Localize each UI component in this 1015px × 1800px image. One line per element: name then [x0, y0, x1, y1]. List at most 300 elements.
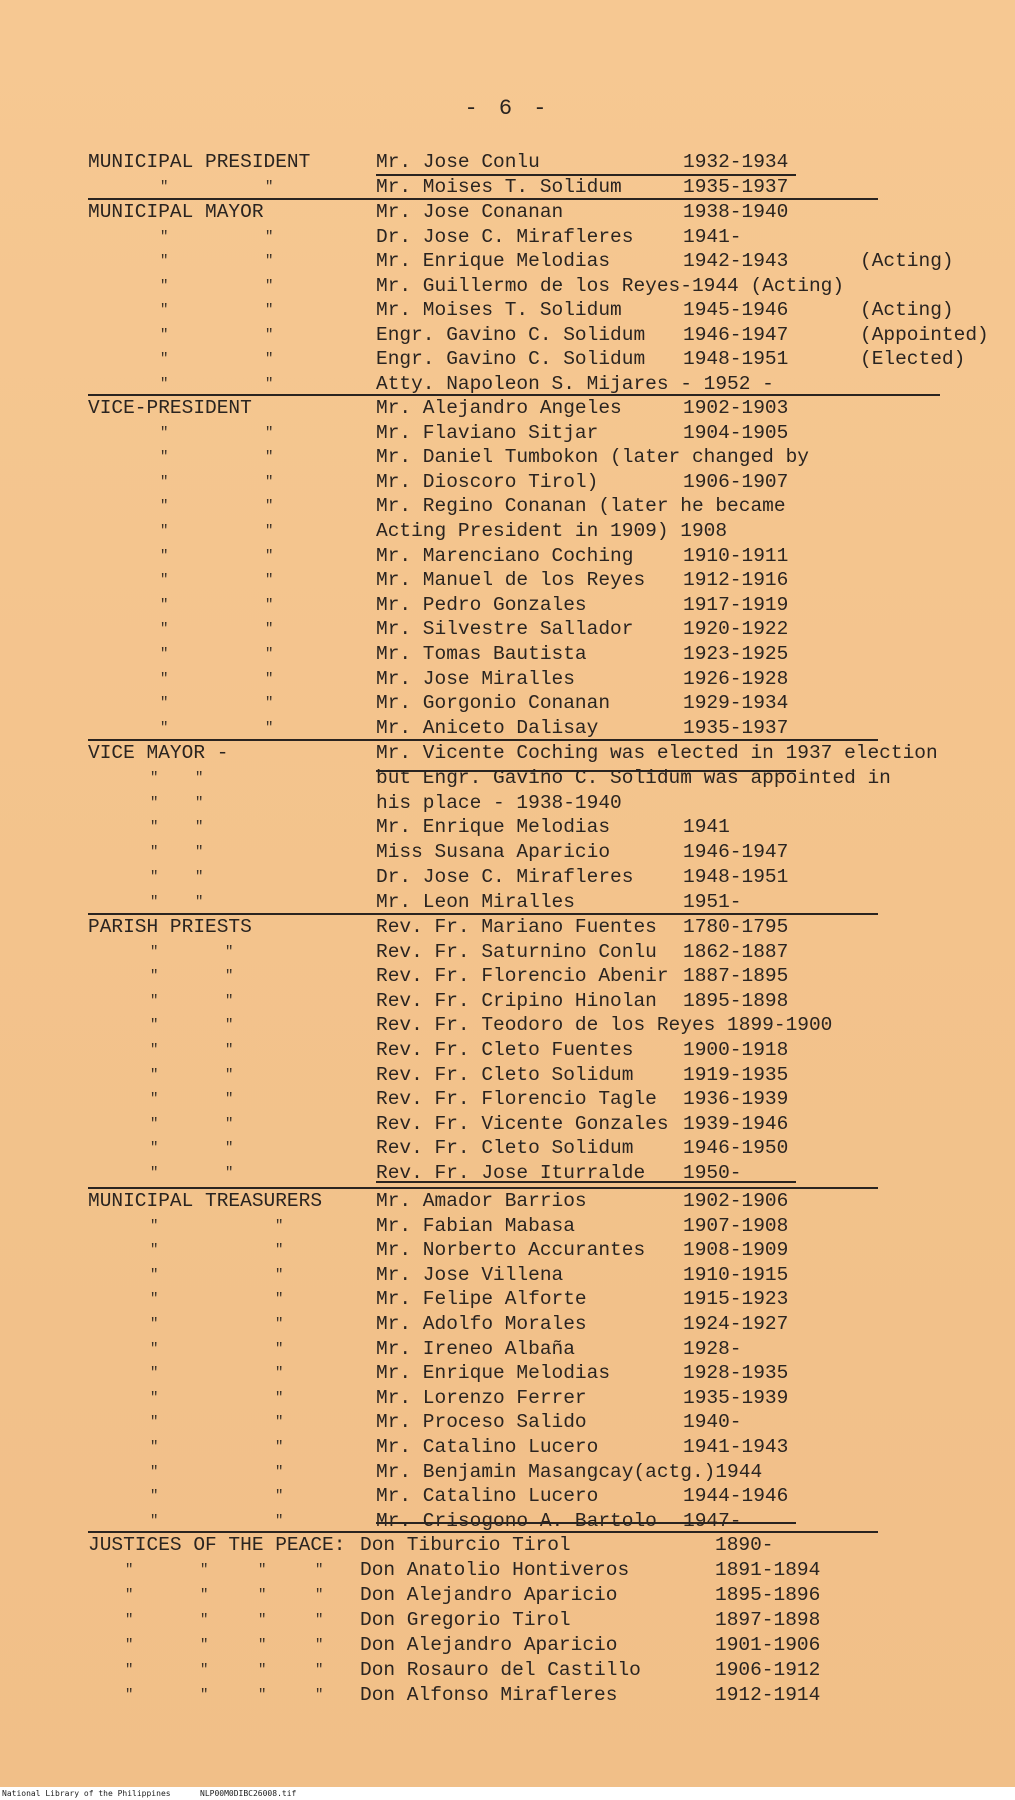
entry-row	[0, 964, 1015, 989]
ditto-mark: "	[265, 670, 274, 687]
section-divider	[88, 394, 940, 396]
ditto-mark: "	[315, 1637, 324, 1653]
ditto-mark: "	[275, 1512, 284, 1529]
ditto-mark: "	[258, 1662, 267, 1678]
ditto-mark: "	[125, 1637, 134, 1653]
ditto-mark: "	[200, 1637, 209, 1653]
ditto-mark: "	[160, 596, 169, 613]
official-name: Don Alejandro Aparicio	[360, 1584, 618, 1606]
term-years: 1928-	[683, 1337, 742, 1360]
entry-row	[0, 1386, 1015, 1411]
ditto-mark: "	[258, 1587, 267, 1603]
term-years: 1939-1946	[683, 1112, 789, 1135]
entry-underline	[376, 770, 796, 772]
section-divider	[88, 198, 878, 200]
official-name: Don Gregorio Tirol	[360, 1609, 571, 1631]
ditto-mark: "	[225, 1042, 234, 1058]
term-years: 1940-	[683, 1411, 742, 1434]
term-years: 1910-1911	[683, 544, 789, 567]
footer-source: National Library of the Philippines	[2, 1789, 171, 1798]
ditto-mark: "	[160, 424, 169, 441]
ditto-mark: "	[150, 769, 159, 786]
official-name: Acting President in 1909) 1908	[376, 520, 728, 542]
section-divider	[88, 1187, 878, 1189]
ditto-mark: "	[160, 670, 169, 687]
ditto-mark: "	[150, 1140, 159, 1157]
entry-row	[0, 840, 1015, 865]
ditto-mark: "	[150, 1066, 159, 1083]
entry-row	[0, 200, 1015, 225]
official-name: Mr. Marenciano Coching	[376, 544, 634, 567]
entry-underline	[376, 1181, 796, 1183]
entry-row	[0, 716, 1015, 741]
official-name: Mr. Jose Conanan	[376, 201, 564, 223]
official-name: Mr. Norberto Accurantes	[376, 1239, 646, 1262]
term-years: 1929-1934	[683, 692, 789, 715]
term-years: 1932-1934	[683, 151, 789, 173]
entry-row	[0, 1558, 1015, 1583]
entry-text: Atty. Napoleon S. Mijares - 1952 -	[376, 372, 774, 395]
entry-row	[0, 249, 1015, 274]
ditto-mark: "	[258, 1637, 267, 1653]
ditto-mark: "	[258, 1687, 267, 1703]
official-name: Mr. Moises T. Solidum	[376, 176, 622, 198]
entry-row	[0, 1608, 1015, 1633]
entry-row	[0, 519, 1015, 544]
entry-row	[0, 1214, 1015, 1239]
entry-row	[0, 1460, 1015, 1485]
section-divider	[88, 739, 878, 741]
ditto-mark: "	[125, 1587, 134, 1603]
official-name: Rev. Fr. Cleto Solidum	[376, 1137, 634, 1160]
term-years: 1945-1946	[683, 299, 789, 321]
entry-row	[0, 1658, 1015, 1683]
entry-row	[0, 915, 1015, 940]
ditto-mark: "	[160, 719, 169, 736]
ditto-mark: "	[150, 1512, 159, 1529]
official-name: Rev. Fr. Florencio Abenir	[376, 965, 669, 988]
ditto-mark: "	[150, 1266, 159, 1283]
term-years: 1902-1906	[683, 1190, 789, 1212]
ditto-mark: "	[150, 1365, 159, 1382]
official-name: Mr. Catalino Lucero	[376, 1485, 599, 1508]
entry-row	[0, 1683, 1015, 1708]
ditto-mark: "	[150, 1389, 159, 1406]
official-name: Mr. Alejandro Angeles	[376, 397, 622, 419]
ditto-mark: "	[265, 473, 274, 490]
ditto-mark: "	[195, 869, 204, 885]
term-years: 1862-1887	[683, 940, 789, 963]
ditto-mark: "	[315, 1612, 324, 1628]
entry-row	[0, 1038, 1015, 1063]
page-number: - 6 -	[464, 96, 551, 121]
ditto-mark: "	[195, 893, 204, 910]
ditto-mark: "	[265, 326, 274, 343]
entry-row	[0, 667, 1015, 692]
term-years: 1938-1940	[683, 201, 789, 223]
ditto-mark: "	[160, 351, 169, 367]
term-years: 1887-1895	[683, 965, 789, 988]
office-label: JUSTICES OF THE PEACE:	[88, 1534, 346, 1556]
official-name: Don Rosauro del Castillo	[360, 1659, 641, 1681]
ditto-mark: "	[315, 1562, 324, 1578]
term-years: 1928-1935	[683, 1362, 789, 1385]
ditto-mark: "	[200, 1612, 209, 1628]
entry-row	[0, 225, 1015, 250]
ditto-mark: "	[195, 794, 204, 811]
official-name: Mr. Silvestre Sallador	[376, 618, 634, 641]
ditto-mark: "	[275, 1217, 284, 1234]
entry-row	[0, 1263, 1015, 1288]
entry-row	[0, 421, 1015, 446]
term-years: 1948-1951	[683, 348, 789, 370]
official-name: Mr. Dioscoro Tirol)	[376, 470, 599, 493]
term-years: 1941-	[683, 225, 742, 248]
ditto-mark: "	[150, 1463, 159, 1480]
term-years: 1917-1919	[683, 593, 789, 616]
entry-text: his place - 1938-1940	[376, 791, 622, 814]
official-name: Rev. Fr. Mariano Fuentes	[376, 916, 657, 938]
ditto-mark: "	[275, 1439, 284, 1455]
ditto-mark: "	[150, 943, 159, 960]
ditto-mark: "	[265, 547, 274, 564]
ditto-mark: "	[275, 1488, 284, 1505]
scan-footer	[0, 1787, 1015, 1800]
term-years: 1941	[683, 816, 730, 839]
ditto-mark: "	[265, 302, 274, 318]
official-name: Mr. Jose Villena	[376, 1263, 564, 1286]
term-years: 1950-	[683, 1162, 742, 1184]
entry-row	[0, 372, 1015, 397]
entry-text: Mr. Guillermo de los Reyes-1944 (Acting)	[376, 274, 845, 297]
entry-row	[0, 1238, 1015, 1263]
office-label: PARISH PRIESTS	[88, 916, 252, 938]
term-years: 1946-1947	[683, 841, 789, 864]
ditto-mark: "	[125, 1687, 134, 1703]
ditto-mark: "	[160, 302, 169, 318]
ditto-mark: "	[265, 621, 274, 638]
entry-text: Mr. Daniel Tumbokon (later changed by	[376, 446, 809, 469]
entry-row	[0, 445, 1015, 470]
ditto-mark: "	[265, 719, 274, 736]
term-years: 1906-1907	[683, 470, 789, 493]
term-years: 1904-1905	[683, 421, 789, 444]
official-name: Engr. Gavino C. Solidum	[376, 348, 646, 370]
term-note: (Appointed)	[860, 323, 989, 346]
entry-row	[0, 1533, 1015, 1558]
ditto-mark: "	[225, 992, 234, 1009]
ditto-mark: "	[150, 1439, 159, 1455]
ditto-mark: "	[275, 1365, 284, 1382]
ditto-mark: "	[160, 326, 169, 343]
ditto-mark: "	[160, 523, 169, 539]
entry-row	[0, 323, 1015, 348]
term-years: 1920-1922	[683, 618, 789, 641]
ditto-mark: "	[200, 1687, 209, 1703]
term-years: 1941-1943	[683, 1436, 789, 1458]
section-divider	[88, 913, 878, 915]
ditto-mark: "	[275, 1266, 284, 1283]
ditto-mark: "	[258, 1612, 267, 1628]
ditto-mark: "	[225, 943, 234, 960]
entry-row	[0, 865, 1015, 890]
term-years: 1897-1898	[715, 1609, 821, 1631]
official-name: Mr. Felipe Alforte	[376, 1288, 587, 1311]
entry-row	[0, 568, 1015, 593]
entry-row	[0, 1633, 1015, 1658]
ditto-mark: "	[160, 253, 169, 269]
ditto-mark: "	[150, 844, 159, 861]
entry-row	[0, 1410, 1015, 1435]
official-name: Rev. Fr. Cleto Solidum	[376, 1063, 634, 1086]
entry-row	[0, 298, 1015, 323]
office-label: MUNICIPAL MAYOR	[88, 201, 264, 223]
entry-row	[0, 741, 1015, 766]
entry-row	[0, 1287, 1015, 1312]
ditto-mark: "	[265, 277, 274, 294]
ditto-mark: "	[265, 695, 274, 712]
entry-row	[0, 494, 1015, 519]
entry-text: Mr. Benjamin Masangcay(actg.)1944	[376, 1460, 763, 1483]
ditto-mark: "	[160, 621, 169, 638]
ditto-mark: "	[150, 1165, 159, 1181]
ditto-mark: "	[275, 1340, 284, 1357]
official-name: Mr. Enrique Melodias	[376, 250, 611, 272]
ditto-mark: "	[265, 253, 274, 269]
entry-row	[0, 470, 1015, 495]
ditto-mark: "	[125, 1662, 134, 1678]
official-name: Rev. Fr. Jose Iturralde	[376, 1162, 646, 1184]
ditto-mark: "	[160, 498, 169, 515]
term-years: 1906-1912	[715, 1659, 821, 1681]
ditto-mark: "	[200, 1562, 209, 1578]
entry-text: but Engr. Gavino C. Solidum was appointed in	[376, 766, 891, 789]
entry-underline	[376, 174, 796, 176]
ditto-mark: "	[195, 819, 204, 836]
entry-row	[0, 989, 1015, 1014]
ditto-mark: "	[275, 1414, 284, 1431]
official-name: Mr. Enrique Melodias	[376, 816, 611, 839]
term-years: 1946-1950	[683, 1137, 789, 1160]
term-years: 1936-1939	[683, 1088, 789, 1111]
ditto-mark: "	[265, 424, 274, 441]
ditto-mark: "	[150, 1316, 159, 1332]
entry-row	[0, 1337, 1015, 1362]
entry-row	[0, 175, 1015, 200]
ditto-mark: "	[160, 547, 169, 564]
ditto-mark: "	[225, 1115, 234, 1132]
entry-text: Rev. Fr. Teodoro de los Reyes 1899-1900	[376, 1014, 833, 1037]
term-years: 1944-1946	[683, 1485, 789, 1508]
office-label: VICE-PRESIDENT	[88, 397, 252, 419]
ditto-mark: "	[150, 819, 159, 836]
ditto-mark: "	[150, 992, 159, 1009]
ditto-mark: "	[225, 968, 234, 985]
official-name: Mr. Aniceto Dalisay	[376, 716, 599, 739]
entry-row	[0, 1583, 1015, 1608]
entry-row	[0, 1361, 1015, 1386]
entry-text: Mr. Regino Conanan (later he became	[376, 495, 786, 518]
ditto-mark: "	[225, 1140, 234, 1157]
entry-row	[0, 1063, 1015, 1088]
official-name: Mr. Leon Miralles	[376, 890, 575, 913]
entry-row	[0, 1087, 1015, 1112]
term-years: 1907-1908	[683, 1214, 789, 1237]
ditto-mark: "	[160, 695, 169, 712]
term-years: 1946-1947	[683, 323, 789, 346]
term-years: 1901-1906	[715, 1634, 821, 1656]
entry-row	[0, 396, 1015, 421]
ditto-mark: "	[258, 1562, 267, 1578]
ditto-mark: "	[150, 1414, 159, 1431]
ditto-mark: "	[150, 869, 159, 885]
official-name: Dr. Jose C. Mirafleres	[376, 866, 634, 888]
official-name: Mr. Manuel de los Reyes	[376, 569, 646, 592]
ditto-mark: "	[265, 572, 274, 589]
official-name: Don Tiburcio Tirol	[360, 1534, 571, 1556]
official-name: Mr. Flaviano Sitjar	[376, 421, 599, 444]
ditto-mark: "	[265, 449, 274, 466]
ditto-mark: "	[200, 1587, 209, 1603]
ditto-mark: "	[160, 646, 169, 662]
ditto-mark: "	[125, 1612, 134, 1628]
ditto-mark: "	[265, 646, 274, 662]
entry-row	[0, 1189, 1015, 1214]
ditto-mark: "	[200, 1662, 209, 1678]
ditto-mark: "	[265, 498, 274, 515]
ditto-mark: "	[265, 228, 274, 245]
entry-row	[0, 940, 1015, 965]
official-name: Rev. Fr. Florencio Tagle	[376, 1088, 657, 1111]
official-name: Dr. Jose C. Mirafleres	[376, 225, 634, 248]
official-name: Mr. Moises T. Solidum	[376, 299, 622, 321]
office-label: MUNICIPAL TREASURERS	[88, 1190, 323, 1212]
term-years: 1910-1915	[683, 1263, 789, 1286]
section-divider	[88, 1531, 878, 1533]
entry-row	[0, 150, 1015, 175]
ditto-mark: "	[160, 277, 169, 294]
term-note: (Elected)	[860, 348, 966, 370]
ditto-mark: "	[150, 1217, 159, 1234]
office-label: VICE MAYOR -	[88, 742, 229, 764]
ditto-mark: "	[265, 596, 274, 613]
term-years: 1942-1943	[683, 250, 789, 272]
term-years: 1935-1937	[683, 716, 789, 739]
ditto-mark: "	[160, 179, 169, 195]
entry-row	[0, 593, 1015, 618]
term-years: 1948-1951	[683, 866, 789, 888]
official-name: Rev. Fr. Cleto Fuentes	[376, 1039, 634, 1061]
term-years: 1923-1925	[683, 643, 789, 665]
term-years: 1915-1923	[683, 1288, 789, 1311]
ditto-mark: "	[150, 1291, 159, 1308]
entry-row	[0, 815, 1015, 840]
ditto-mark: "	[160, 375, 169, 392]
term-years: 1908-1909	[683, 1239, 789, 1262]
term-years: 1947-	[683, 1509, 742, 1532]
entry-row	[0, 274, 1015, 299]
entry-row	[0, 347, 1015, 372]
official-name: Mr. Ireneo Albaña	[376, 1337, 575, 1360]
term-years: 1919-1935	[683, 1063, 789, 1086]
ditto-mark: "	[195, 844, 204, 861]
ditto-mark: "	[275, 1389, 284, 1406]
ditto-mark: "	[315, 1587, 324, 1603]
official-name: Rev. Fr. Cripino Hinolan	[376, 989, 657, 1012]
entry-row	[0, 544, 1015, 569]
term-years: 1912-1914	[715, 1684, 821, 1706]
official-name: Mr. Tomas Bautista	[376, 643, 587, 665]
ditto-mark: "	[225, 1066, 234, 1083]
term-years: 1935-1937	[683, 176, 789, 198]
official-name: Mr. Fabian Mabasa	[376, 1214, 575, 1237]
ditto-mark: "	[265, 351, 274, 367]
term-years: 1895-1898	[683, 989, 789, 1012]
official-name: Don Alfonso Mirafleres	[360, 1684, 618, 1706]
official-name: Mr. Enrique Melodias	[376, 1362, 611, 1385]
entry-row	[0, 791, 1015, 816]
ditto-mark: "	[150, 1091, 159, 1108]
official-name: Rev. Fr. Vicente Gonzales	[376, 1112, 669, 1135]
official-name: Don Anatolio Hontiveros	[360, 1559, 630, 1581]
official-name: Mr. Pedro Gonzales	[376, 593, 587, 616]
entry-row	[0, 1484, 1015, 1509]
official-name: Rev. Fr. Saturnino Conlu	[376, 940, 657, 963]
ditto-mark: "	[150, 1115, 159, 1132]
term-years: 1926-1928	[683, 667, 789, 690]
official-name: Mr. Adolfo Morales	[376, 1313, 587, 1335]
ditto-mark: "	[225, 1165, 234, 1181]
entry-row	[0, 1312, 1015, 1337]
ditto-mark: "	[315, 1662, 324, 1678]
entry-row	[0, 1136, 1015, 1161]
entry-text: Mr. Vicente Coching was elected in 1937 election	[376, 742, 938, 764]
term-years: 1891-1894	[715, 1559, 821, 1581]
official-name: Don Alejandro Aparicio	[360, 1634, 618, 1656]
official-name: Mr. Jose Conlu	[376, 151, 540, 173]
ditto-mark: "	[225, 1091, 234, 1108]
term-years: 1890-	[715, 1534, 774, 1556]
entry-underline	[376, 1522, 796, 1524]
term-note: (Acting)	[860, 299, 954, 321]
official-name: Mr. Amador Barrios	[376, 1190, 587, 1212]
ditto-mark: "	[275, 1463, 284, 1480]
footer-file: NLP00M0DIBC26008.tif	[200, 1789, 297, 1798]
term-years: 1924-1927	[683, 1313, 789, 1335]
ditto-mark: "	[275, 1291, 284, 1308]
official-name: Mr. Proceso Salido	[376, 1411, 587, 1434]
term-years: 1951-	[683, 890, 742, 913]
ditto-mark: "	[150, 1340, 159, 1357]
term-years: 1780-1795	[683, 916, 789, 938]
ditto-mark: "	[160, 572, 169, 589]
term-years: 1912-1916	[683, 569, 789, 592]
ditto-mark: "	[150, 1242, 159, 1259]
term-years: 1935-1939	[683, 1386, 789, 1409]
ditto-mark: "	[125, 1562, 134, 1578]
ditto-mark: "	[225, 1017, 234, 1034]
term-note: (Acting)	[860, 250, 954, 272]
ditto-mark: "	[275, 1316, 284, 1332]
entry-row	[0, 1435, 1015, 1460]
ditto-mark: "	[195, 769, 204, 786]
ditto-mark: "	[160, 449, 169, 466]
entry-row	[0, 1112, 1015, 1137]
ditto-mark: "	[150, 1042, 159, 1058]
ditto-mark: "	[265, 179, 274, 195]
entry-row	[0, 691, 1015, 716]
entry-row	[0, 1013, 1015, 1038]
